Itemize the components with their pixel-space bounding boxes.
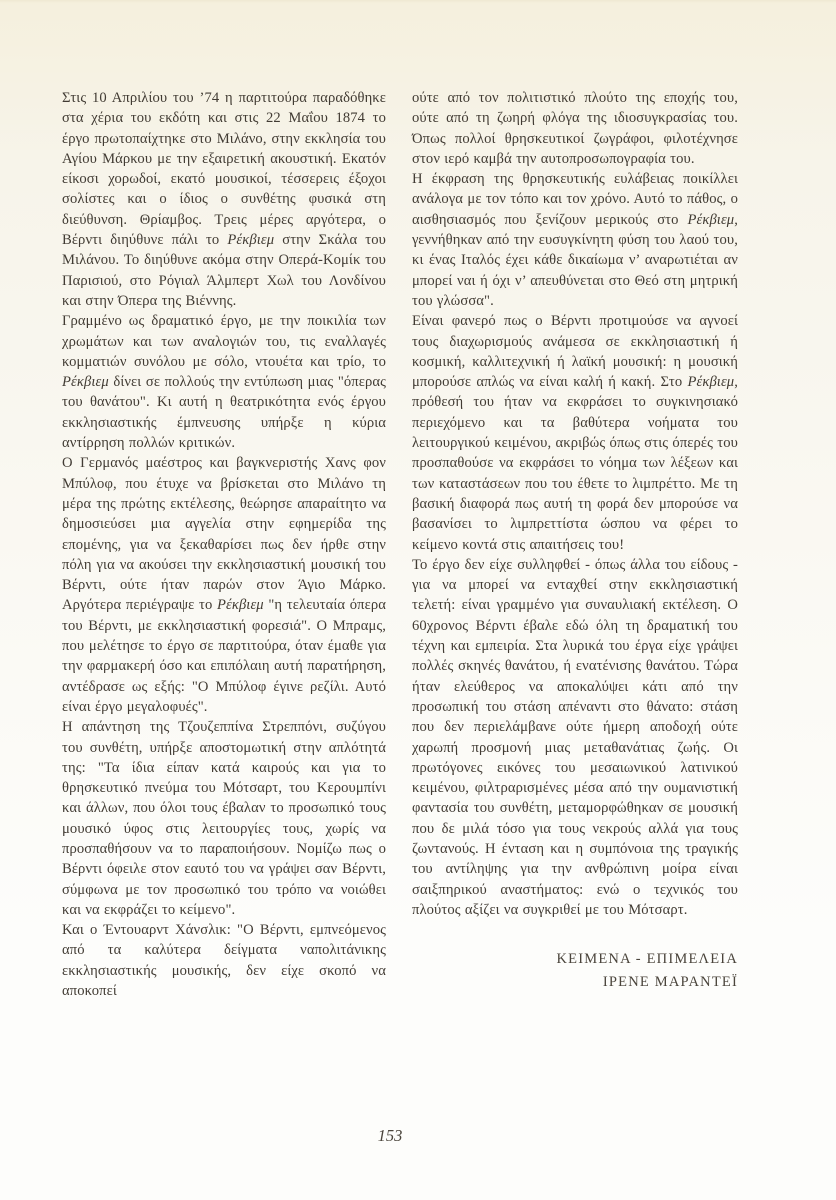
right-text-column bbox=[412, 88, 738, 1001]
body-paragraph: Γραμμένο ως δραματικό έργο, με την ποικιλία των χρωμάτων και των αναλογιών του, τις εναλλαγές κομματιών συνόλου με σόλο, ντουέτα και τρίο, το Ρέκβιεμ δίνει σε πολλούς την εντύπωση μιας "όπερας του θανάτου". Κι αυτή η θεατρικότητα ενός έργου εκκλησιαστικής έμπνευσης υπήρξε η κύρια αντίρρηση πολλών κριτικών. bbox=[62, 313, 386, 452]
credit-line-role: ΚΕΙΜΕΝΑ - ΕΠΙΜΕΛΕΙΑ bbox=[556, 951, 738, 967]
body-paragraph: ούτε από τον πολιτιστικό πλούτο της εποχής του, ούτε από τη ζωηρή φλόγα της ιδιοσυγκρασίας του. Όπως πολλοί θρησκευτικοί ζωγράφοι, φιλοτέχνησε στον ιερό καμβά την αυτοπροσωπογραφία του. bbox=[412, 90, 738, 167]
body-paragraph: Είναι φανερό πως ο Βέρντι προτιμούσε να αγνοεί τους διαχωρισμούς ανάμεσα σε εκκλησιαστική ή κοσμική, καλλιτεχνική ή λαϊκή μουσική: η μουσική μπορούσε απλώς να είναι καλή ή κακή. Στο Ρέκβιεμ, πρόθεσή του ήταν να εκφράσει το συγκινησιακό περιεχόμενο και τα βαθύτερα νοήματα του λειτουργικού κειμένου, ακριβώς όπως στις όπερές του προσπαθούσε να εκφράσει το νόημα των λέξεων και των καταστάσεων που του έθετε το λιμπρέττο. Με τη βασική διαφορά πως αυτή τη φορά δεν μπορούσε να βασανίσει το λιμπρεττίστα ώσπου να φέρει το κείμενο κοντά στις απαιτήσεις του! bbox=[412, 313, 738, 553]
page-number: 153 bbox=[377, 1126, 403, 1145]
scan-edge-shadow bbox=[0, 0, 836, 3]
body-paragraph: Η έκφραση της θρησκευτικής ευλάβειας ποικίλλει ανάλογα με τον τόπο και τον χρόνο. Αυτό το πάθος, ο αισθησιασμός που ξενίζουν μερικούς στο Ρέκβιεμ, γεννήθηκαν από την ευσυγκίνητη φύση του λαού του, κι ένας Ιταλός έχει κάθε δικαίωμα ν’ αναρωτιέται αν μπορεί ναι ή όχι ν’ απευθύνεται στο Θεό στη μητρική του γλώσσα". bbox=[412, 171, 738, 309]
left-text-column bbox=[62, 88, 386, 1001]
body-paragraph: Ο Γερμανός μαέστρος και βαγκνεριστής Χανς φον Μπύλοφ, που έτυχε να βρίσκεται στο Μιλάνο τη μέρα της πρώτης εκτέλεσης, θεώρησε απαραίτητο να δημοσιεύσει μια αγγελία στην εφημερίδα της επομένης, για να ξεκαθαρίσει πως δεν ήρθε στην πόλη για να ακούσει την εκκλησιαστική μουσική του Βέρντι, ούτε ήταν παρών στον Άγιο Μάρκο. Αργότερα περιέγραψε το Ρέκβιεμ "η τελευταία όπερα του Βέρντι, με εκκλησιαστική φορεσιά". Ο Μπραμς, που μελέτησε το έργο σε παρτιτούρα, όταν έμαθε για την φαρμακερή όσο και επιπόλαιη αυτή παρατήρηση, αντέδρασε ως εξής: "Ο Μπύλοφ έγινε ρεζίλι. Αυτό είναι έργο μεγαλοφυές". bbox=[62, 455, 386, 715]
article-body bbox=[62, 88, 738, 1001]
credit-line-name: ΙΡΕΝΕ ΜΑΡΑΝΤΕΪ bbox=[602, 974, 738, 990]
body-paragraph: Στις 10 Απριλίου του ’74 η παρτιτούρα παραδόθηκε στα χέρια του εκδότη και στις 22 Μαΐου 1874 το έργο πρωτοπαίχτηκε στο Μιλάνο, στην εκκλησία του Αγίου Μάρκου με την εξαιρετική ακουστική. Εκατόν είκοσι χορωδοί, εκατό μουσικοί, τέσσερεις έξοχοι σολίστες και ο ίδιος ο συνθέτης φυσικά στη διεύθυνση. Θρίαμβος. Τρεις μέρες αργότερα, ο Βέρντι διηύθυνε πάλι το Ρέκβιεμ στην Σκάλα του Μιλάνου. Το διηύθυνε ακόμα στην Οπερά-Κομίκ του Παρισιού, στο Ρόγιαλ Άλμπερτ Χωλ του Λονδίνου και στην Όπερα της Βιέννης. bbox=[62, 90, 386, 309]
body-paragraph: Η απάντηση της Τζουζεππίνα Στρεππόνι, συζύγου του συνθέτη, υπήρξε αποστομωτική στην απλότητά της: "Τα ίδια είπαν κατά καιρούς και για το θρησκευτικό πνεύμα του Μότσαρτ, του Κερουμπίνι και άλλων, που όλοι τους έβαλαν το προσωπικό τους μουσικό ύφος στις λειτουργίες τους, χωρίς να προσπαθήσουν να το παραποιήσουν. Νομίζω πως ο Βέρντι όφειλε στον εαυτό του να γράψει σαν Βέρντι, σύμφωνα με τον προσωπικό του τρόπο να νοιώθει και να εκφράζει το κείμενο". bbox=[62, 719, 386, 918]
credit-block bbox=[556, 948, 738, 994]
body-paragraph: Και ο Έντουαρντ Χάνσλικ: "Ο Βέρντι, εμπνεόμενος από τα καλύτερα δείγματα ναπολιτάνικης εκκλησιαστικής μουσικής, δεν είχε σκοπό να αποκοπεί bbox=[62, 922, 386, 1000]
body-paragraph: Το έργο δεν είχε συλληφθεί - όπως άλλα του είδους - για να μπορεί να ενταχθεί στην εκκλησιαστική τελετή: είναι γραμμένο για συναυλιακή εκτέλεση. Ο 60χρονος Βέρντι έβαλε εδώ όλη τη δραματική του τέχνη και εμπειρία. Στα λυρικά του έργα είχε γράψει πολλές σκηνές θανάτου, ή ενατένισης θανάτου. Τώρα ήταν ελεύθερος να αποκαλύψει κάτι από την προσωπική του στάση απέναντι στο θάνατο: στάση που δεν περιελάμβανε ούτε ήμερη αποδοχή ούτε χαρωπή προσμονή μιας μεταθανάτιας ζωής. Οι πρωτόγονες εικόνες του μεσαιωνικού λατινικού κειμένου, φιλτραρισμένες μέσα από την ουμανιστική φαντασία του συνθέτη, μεταμορφώθηκαν σε μουσική που δε μιλά τόσο για τους νεκρούς αλλά για τους ζωντανούς. Η ένταση και η συμπόνοια της τραγικής του αντίληψης για την ανθρώπινη μοίρα είναι σαιξπηρικού αναστήματος: ενώ ο τεχνικός του πλούτος αξίζει να συγκριθεί με του Μότσαρτ. bbox=[412, 556, 738, 918]
